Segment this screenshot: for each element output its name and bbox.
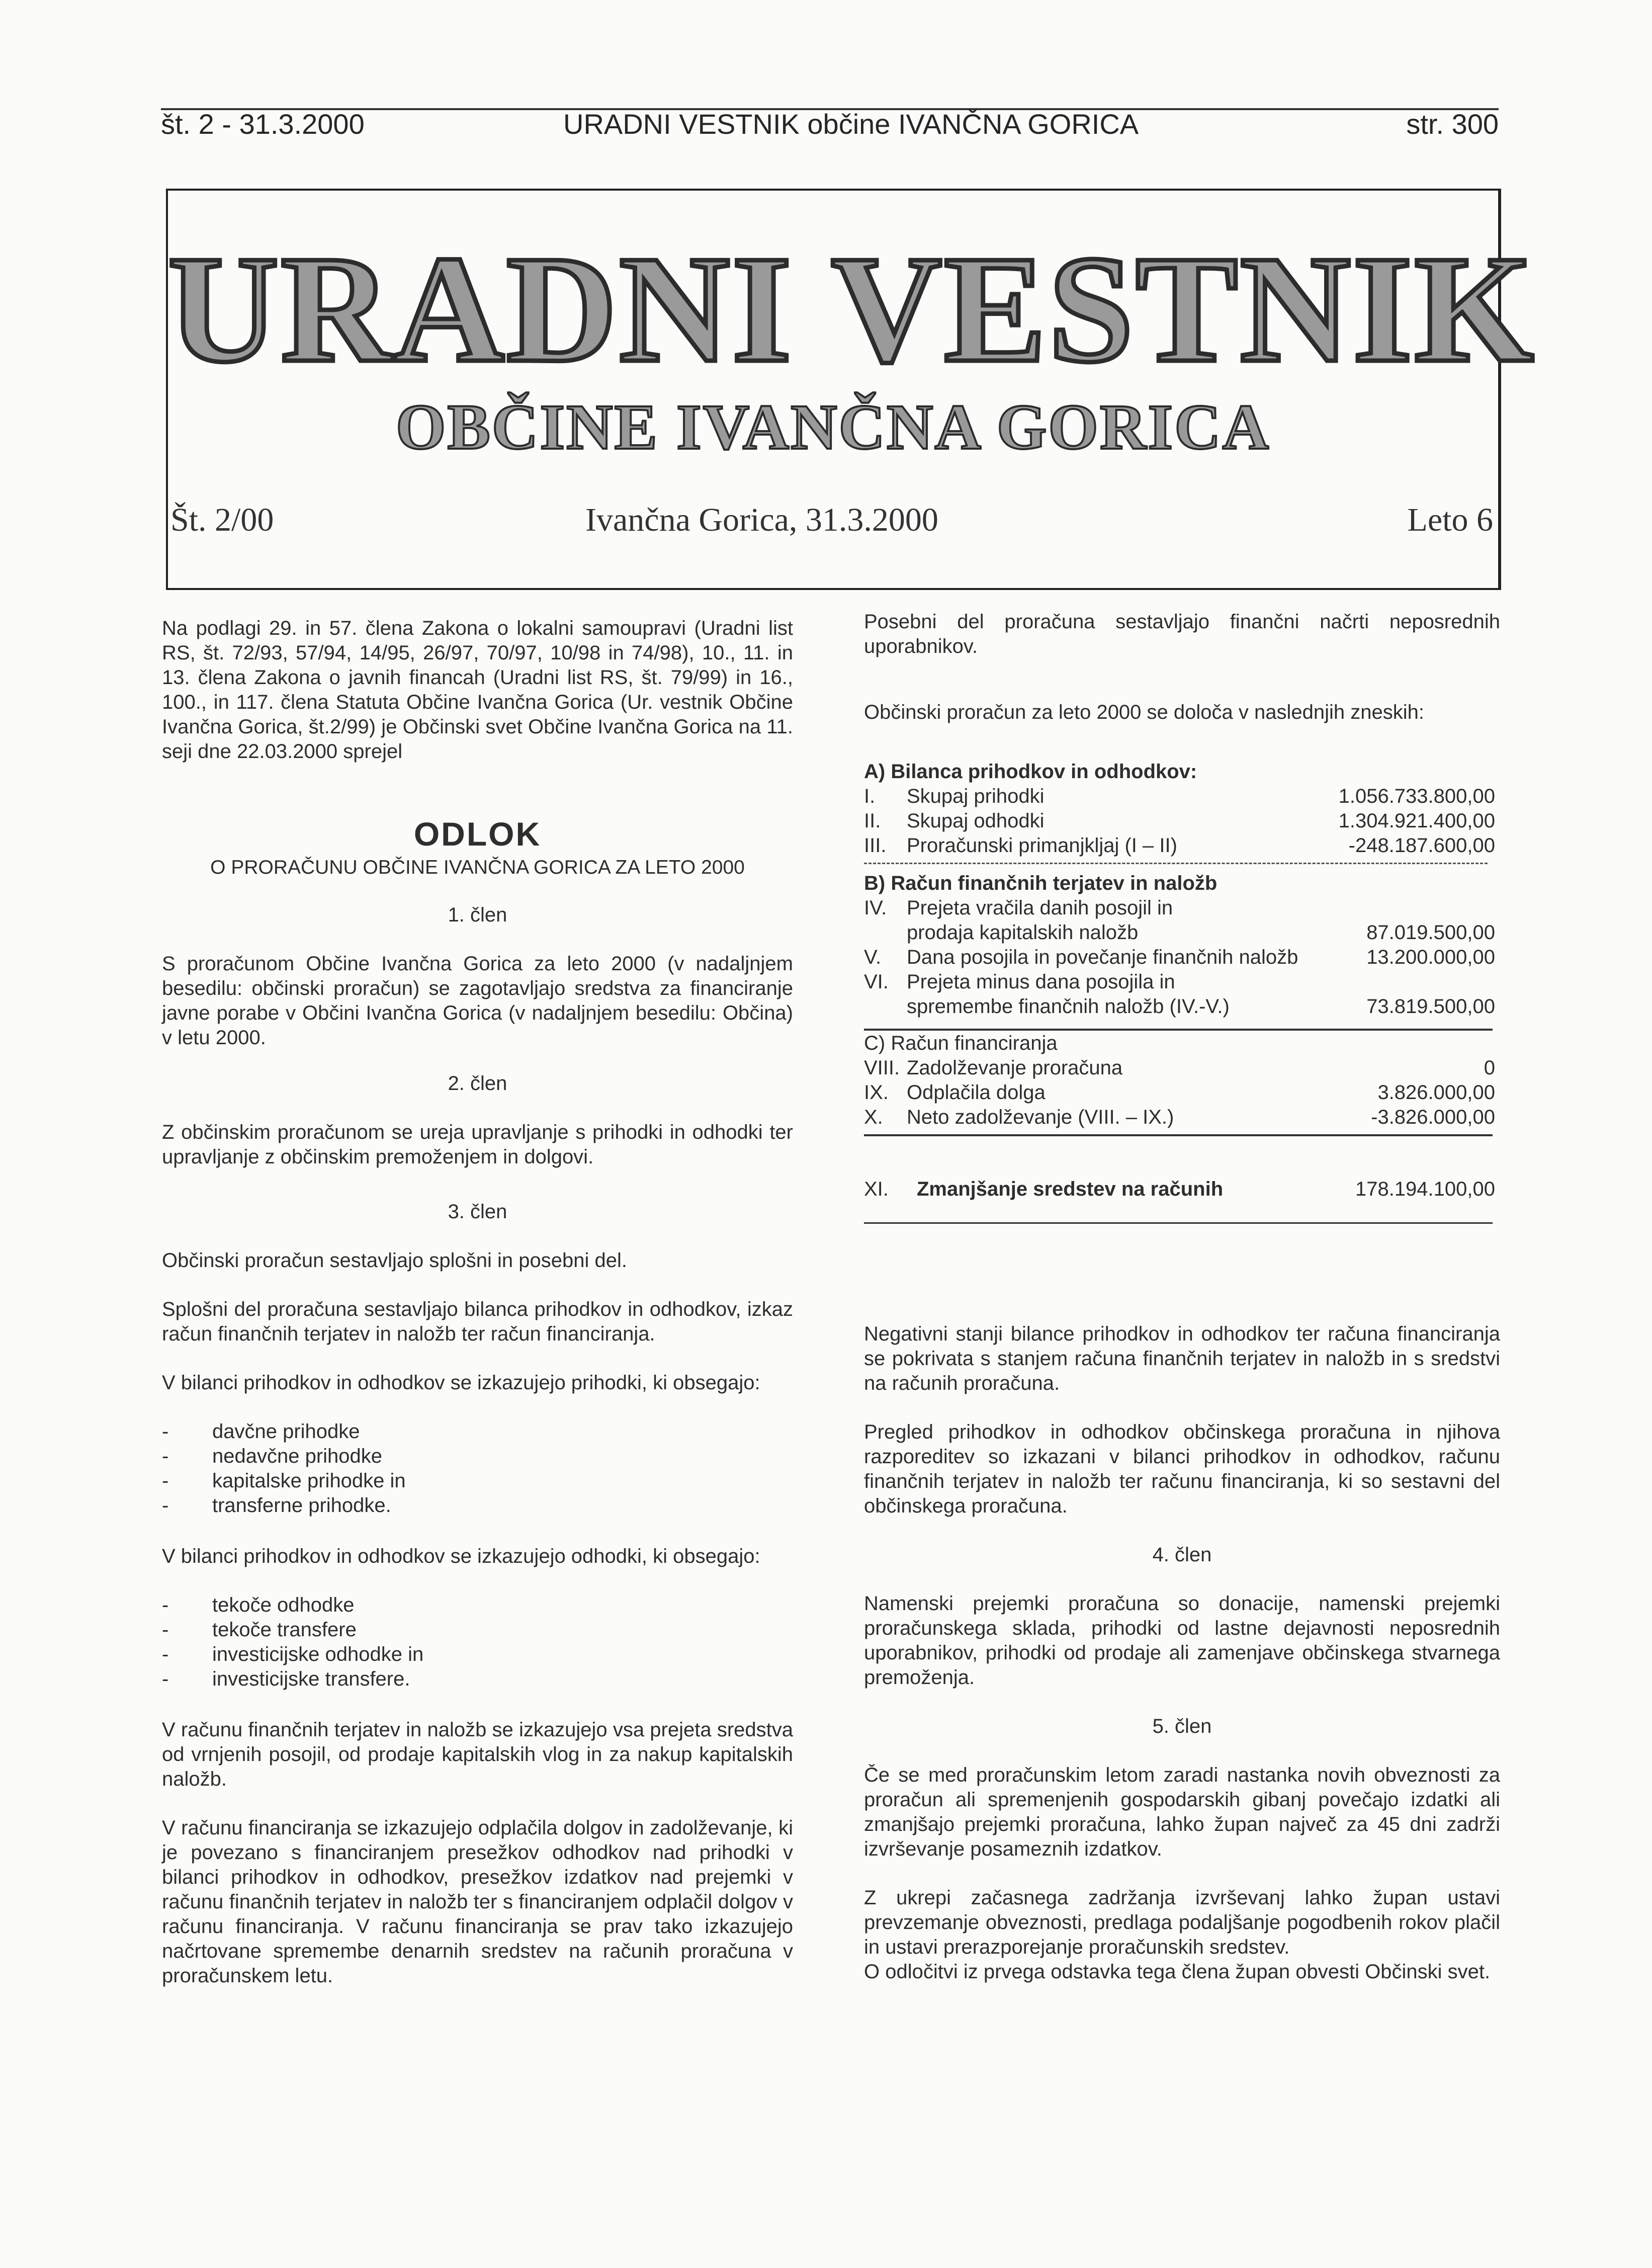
- row-label: Zmanjšanje sredstev na računih: [917, 1178, 1224, 1200]
- masthead: [166, 189, 1536, 590]
- list-item: davčne prihodke: [212, 1420, 360, 1443]
- journal-name: URADNI VESTNIK občine IVANČNA GORICA: [563, 108, 1139, 140]
- clen2-heading: 2. člen: [448, 1072, 507, 1095]
- row-value: -3.826.000,00: [1371, 1106, 1495, 1128]
- right-p2: Občinski proračun za leto 2000 se določa v naslednjih zneskih:: [864, 701, 1424, 723]
- clen5-text2: Z ukrepi začasnega zadržanja izvrševanj lahko župan ustavi prevzemanje obveznosti, predlaga podaljšanje pogodbenih rokov plačil in ustavi prerazporejanje proračunskih sredstev.: [864, 1887, 1500, 1958]
- divider: [864, 1029, 1493, 1031]
- right-intro: [864, 610, 1500, 725]
- row-value: -248.187.600,00: [1348, 834, 1495, 857]
- row-value: 178.194.100,00: [1355, 1178, 1495, 1200]
- list-item: tekoče transfere: [212, 1619, 357, 1641]
- clen5-heading: 5. člen: [1152, 1715, 1212, 1737]
- clen4-heading: 4. člen: [1152, 1544, 1212, 1566]
- left-intro: [162, 616, 793, 764]
- row-value: 87.019.500,00: [1366, 921, 1495, 944]
- clen3-p6: V računu financiranja se izkazujejo odplačila dolgov in zadolževanje, ki je povezano s financiranjem presežkov odhodkov nad prihodki v bilanci prihodkov in odhodkov, presežkov izdatkov nad prejemki v računu finančnih terjatev in naložb ter s financiranjem odplačil dolgov v računu financiranja. V računu financiranja se prav tako izkazujejo načrtovane spremembe denarnih sredstev na računih proračuna v proračunskem letu.: [162, 1817, 793, 1987]
- list-odhodki: - tekoče odhodke - tekoče transfere - investicijske odhodke in - investicijske transfere.: [162, 1593, 793, 1694]
- masthead-title: URADNI VESTNIK: [168, 224, 1536, 394]
- masthead-year: Leto 6: [1407, 501, 1493, 538]
- intro-paragraph: Na podlagi 29. in 57. člena Zakona o lokalni samoupravi (Uradni list RS, št. 72/93, 57/94, 14/95, 26/97, 70/97, 10/98 in 74/98), 10., 11. in 13. člena Zakona o javnih financah (Uradni list RS, št. 79/99) in 16., 100., in 117. člena Statuta Občine Ivančna Gorica (Ur. vestnik Občine Ivančna Gorica, št.2/99) je Občinski svet Občine Ivančna Gorica na 11. seji dne 22.03.2000 sprejel: [162, 617, 793, 763]
- row-label: Prejeta minus dana posojila in: [907, 971, 1175, 993]
- row-label: Zadolževanje proračuna: [907, 1057, 1123, 1079]
- row-value: 1.304.921.400,00: [1338, 810, 1495, 832]
- list-item: transferne prihodke.: [212, 1494, 391, 1517]
- masthead-issue: Št. 2/00: [170, 501, 274, 538]
- clen3-p2: Splošni del proračuna sestavljajo bilanca prihodkov in odhodkov, izkaz račun finančnih terjatev in naložb ter račun financiranja.: [162, 1298, 793, 1345]
- row-label: Odplačila dolga: [907, 1081, 1046, 1104]
- right-p1: Posebni del proračuna sestavljajo finančni načrti neposrednih uporabnikov.: [864, 611, 1500, 657]
- row-value: 73.819.500,00: [1366, 995, 1495, 1018]
- page-number: str. 300: [1406, 108, 1499, 140]
- clen1-heading: 1. člen: [448, 904, 507, 926]
- masthead-subtitle: OBČINE IVANČNA GORICA: [395, 391, 1271, 463]
- right-p3: Negativni stanji bilance prihodkov in odhodkov ter računa financiranja se pokrivata s stanjem računa finančnih terjatev in naložb in s sredstvi na računih proračuna.: [864, 1323, 1500, 1394]
- list-prihodki: - davčne prihodke - nedavčne prihodke - kapitalske prihodke in - transferne prihodke.: [162, 1419, 793, 1520]
- row-value: 0: [1484, 1057, 1495, 1079]
- clen3-p5: V računu finančnih terjatev in naložb se izkazujejo vsa prejeta sredstva od vrnjenih posojil, od prodaje kapitalskih vlog in za nakup kapitalskih naložb.: [162, 1719, 793, 1790]
- row-value: 1.056.733.800,00: [1338, 785, 1495, 807]
- clen3-p4: V bilanci prihodkov in odhodkov se izkazujejo odhodki, ki obsegajo:: [162, 1545, 760, 1567]
- clen-1: [162, 903, 793, 1050]
- clen5-text1: Če se med proračunskim letom zaradi nastanka novih obveznosti za proračun ali spremenjenih gospodarskih gibanj povečajo izdatki ali zmanjšajo prejemki proračuna, lahko župan največ za 45 dni zadrži izvrševanje posameznih izdatkov.: [864, 1764, 1500, 1860]
- clen3-p3: V bilanci prihodkov in odhodkov se izkazujejo prihodki, ki obsegajo:: [162, 1372, 760, 1394]
- right-body: [864, 1322, 1500, 1984]
- list-item: investicijske odhodke in: [212, 1643, 424, 1665]
- row-label: Proračunski primanjkljaj (I – II): [907, 834, 1177, 857]
- row-label: Skupaj prihodki: [907, 785, 1045, 807]
- clen3-heading: 3. člen: [448, 1201, 507, 1223]
- divider: [864, 1222, 1493, 1224]
- section-c-heading: C) Račun financiranja: [864, 1032, 1058, 1054]
- odlok-title: ODLOK: [413, 815, 542, 853]
- row-value: 3.826.000,00: [1377, 1081, 1495, 1104]
- list-item: kapitalske prihodke in: [212, 1470, 406, 1492]
- clen2-text: Z občinskim proračunom se ureja upravljanje s prihodki in odhodki ter upravljanje z občinskim premoženjem in dolgovi.: [162, 1121, 793, 1168]
- masthead-place-date: Ivančna Gorica, 31.3.2000: [585, 501, 938, 538]
- divider: [864, 1134, 1493, 1136]
- section-a-heading: A) Bilanca prihodkov in odhodkov:: [864, 761, 1197, 783]
- clen3-p1: Občinski proračun sestavljajo splošni in posebni del.: [162, 1249, 627, 1272]
- row-label: Prejeta vračila danih posojil in: [907, 897, 1173, 919]
- clen4-text: Namenski prejemki proračuna so donacije, namenski prejemki proračunskega sklada, prihodki od lastne dejavnosti neposrednih uporabnikov, prihodki od prodaje ali zamenjave občinskega stvarnega premoženja.: [864, 1592, 1500, 1689]
- clen5-text3: O odločitvi iz prvega odstavka tega člena župan obvesti Občinski svet.: [864, 1961, 1491, 1983]
- list-item: tekoče odhodke: [212, 1594, 355, 1616]
- clen-3: [162, 1200, 793, 1988]
- list-item: nedavčne prihodke: [212, 1445, 383, 1467]
- row-label: prodaja kapitalskih naložb: [907, 921, 1139, 944]
- list-item: investicijske transfere.: [212, 1668, 410, 1690]
- issue-date: št. 2 - 31.3.2000: [161, 108, 365, 140]
- row-label: Neto zadolževanje (VIII. – IX.): [907, 1106, 1174, 1128]
- budget-table: A) Bilanca prihodkov in odhodkov: I. Skupaj prihodki 1.056.733.800,00 II. Skupaj odhodki 1.304.921.400,00 III. Proračunski primanjkljaj (I – II) -248.187.600,00 B) Račun finančnih terjatev in naložb IV. Prejeta vračila danih posojil in prodaja kapitalskih naložb 87.019.500,00 V. Dana posojila in povečanje finančnih naložb 13.200.000,00 VI. Prejeta minus dana posojila in spremembe finančnih naložb (IV.-V.) 73.819.500,00 C) Račun financiranja VIII. Zadolževanje proračuna 0 IX. Odplačila dolga 3.826.000,00 X. Neto zadolževanje (VIII. – IX.) -3.826.000,00 XI. Zmanjšanje sredstev na računih 178.194.100,00: [864, 760, 1500, 1283]
- running-header: [161, 108, 1499, 140]
- row-value: 13.200.000,00: [1366, 946, 1495, 968]
- row-label: Dana posojila in povečanje finančnih naložb: [907, 946, 1298, 968]
- odlok-subtitle: O PRORAČUNU OBČINE IVANČNA GORICA ZA LETO 2000: [210, 857, 745, 878]
- odlok-heading: [162, 815, 793, 880]
- clen-2: [162, 1071, 793, 1169]
- clen1-text: S proračunom Občine Ivančna Gorica za leto 2000 (v nadaljnjem besedilu: občinski proračun) se zagotavljajo sredstva za financiranje javne porabe v Občini Ivančna Gorica (v nadaljnjem besedilu: Občina) v letu 2000.: [162, 953, 793, 1049]
- row-label: spremembe finančnih naložb (IV.-V.): [907, 995, 1230, 1018]
- right-p4: Pregled prihodkov in odhodkov občinskega proračuna in njihova razporeditev so izkazani v bilanci prihodkov in odhodkov, računu finančnih terjatev in naložb ter računu financiranja, ki so sestavni del občinskega proračuna.: [864, 1421, 1500, 1517]
- divider: [864, 863, 1488, 864]
- row-label: Skupaj odhodki: [907, 810, 1045, 832]
- section-b-heading: B) Račun finančnih terjatev in naložb: [864, 872, 1218, 894]
